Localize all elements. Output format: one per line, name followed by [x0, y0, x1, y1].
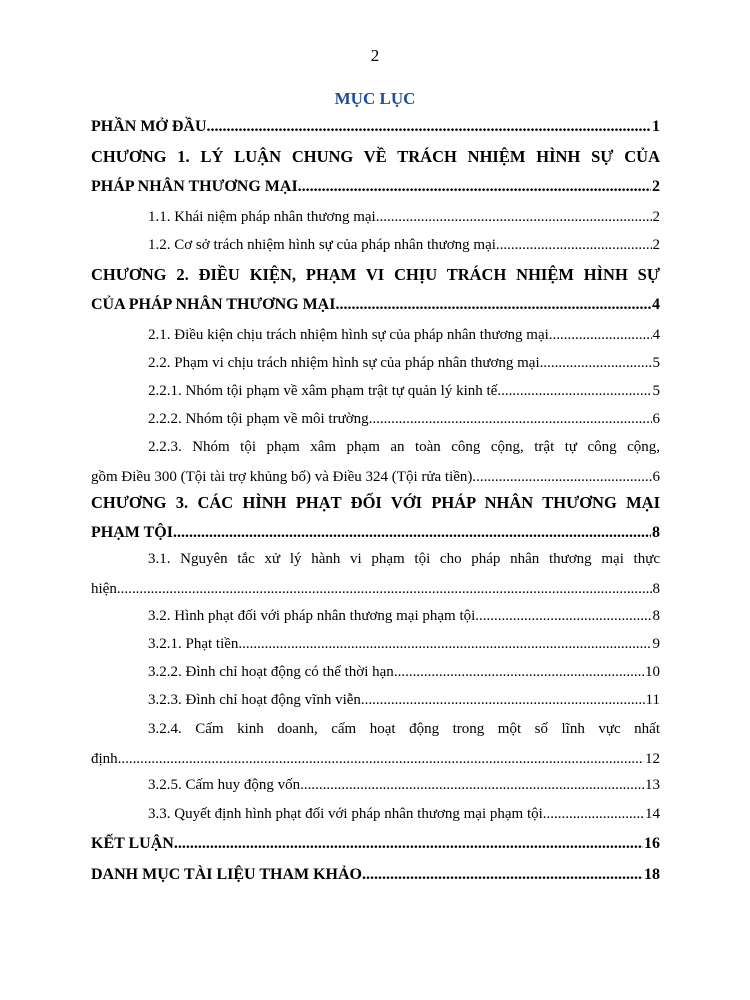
entry-page: 11: [645, 692, 660, 708]
toc-entry-chapter-1[interactable]: [91, 142, 660, 202]
entry-page: 13: [645, 777, 660, 793]
entry-title-line1: CHƯƠNG 2. ĐIỀU KIỆN, PHẠM VI CHỊU TRÁCH NHIỆM HÌNH SỰ: [91, 265, 660, 284]
entry-title: gồm Điều 300 (Tội tài trợ khủng bố) và Điều 324 (Tội rửa tiền): [91, 469, 473, 485]
toc-entry-3-2-1[interactable]: [91, 629, 660, 659]
toc-entry-2-1[interactable]: [91, 320, 660, 350]
entry-title: 3.2.5. Cấm huy động vốn: [148, 777, 301, 793]
entry-page: 6: [652, 469, 660, 485]
page-number: 2: [370, 46, 380, 65]
entry-page: 5: [652, 383, 660, 399]
entry-title: hiện: [91, 581, 117, 597]
entry-title: 2.2. Phạm vi chịu trách nhiệm hình sự của pháp nhân thương mại: [148, 355, 540, 371]
entry-title: 3.2.2. Đình chỉ hoạt động có thể thời hạn: [148, 664, 394, 680]
toc-entry-3-3[interactable]: [91, 799, 660, 829]
toc-entry-2-2-2[interactable]: [91, 404, 660, 434]
entry-page: 6: [652, 411, 660, 427]
toc-entry-1-2[interactable]: [91, 230, 660, 260]
toc-entry-2-2-3[interactable]: [91, 432, 660, 490]
entry-page: 4: [652, 327, 660, 343]
entry-title: 2.2.2. Nhóm tội phạm về môi trường: [148, 411, 369, 427]
toc-title: MỤC LỤC: [334, 89, 416, 108]
entry-title: 3.2. Hình phạt đối với pháp nhân thương mại phạm tội: [148, 608, 476, 624]
entry-title: định: [91, 751, 118, 767]
entry-title: PHÁP NHÂN THƯƠNG MẠI: [91, 178, 298, 195]
toc-entry-chapter-3[interactable]: [91, 488, 660, 548]
toc-entry-references[interactable]: [91, 860, 660, 890]
entry-title-line1: 2.2.3. Nhóm tội phạm xâm phạm an toàn công cộng, trật tự công cộng,: [148, 439, 660, 455]
entry-page: 2: [652, 178, 660, 195]
entry-page: 2: [652, 209, 660, 225]
entry-page: 2: [652, 237, 660, 253]
entry-title: PHẦN MỞ ĐẦU: [91, 118, 207, 135]
toc-entry-chapter-2[interactable]: [91, 260, 660, 320]
toc-entry-3-2-4[interactable]: [91, 714, 660, 772]
entry-title-line1: CHƯƠNG 3. CÁC HÌNH PHẠT ĐỐI VỚI PHÁP NHÂN THƯƠNG MẠI: [91, 493, 660, 512]
entry-title: PHẠM TỘI: [91, 524, 173, 541]
entry-title-line1: 3.2.4. Cấm kinh doanh, cấm hoạt động trong một số lĩnh vực nhất: [148, 721, 660, 737]
toc-entry-2-2-1[interactable]: [91, 376, 660, 406]
entry-title: DANH MỤC TÀI LIỆU THAM KHẢO: [91, 866, 362, 883]
toc-entry-3-2[interactable]: [91, 601, 660, 631]
entry-title: 3.2.3. Đình chỉ hoạt động vĩnh viễn: [148, 692, 361, 708]
toc-entry-conclusion[interactable]: [91, 829, 660, 859]
toc-entry-3-1[interactable]: [91, 544, 660, 602]
entry-page: 8: [652, 581, 660, 597]
entry-page: 4: [652, 296, 660, 313]
entry-title: 2.1. Điều kiện chịu trách nhiệm hình sự của pháp nhân thương mại: [148, 327, 549, 343]
entry-title: 2.2.1. Nhóm tội phạm về xâm phạm trật tự quản lý kinh tế: [148, 383, 498, 399]
entry-page: 10: [645, 664, 660, 680]
entry-title: KẾT LUẬN: [91, 835, 174, 852]
entry-page: 14: [645, 806, 660, 822]
entry-title: 3.3. Quyết định hình phạt đối với pháp nhân thương mại phạm tội: [148, 806, 543, 822]
entry-title: 1.2. Cơ sở trách nhiệm hình sự của pháp nhân thương mại: [148, 237, 496, 253]
entry-title-line1: CHƯƠNG 1. LÝ LUẬN CHUNG VỀ TRÁCH NHIỆM HÌNH SỰ CỦA: [91, 147, 660, 166]
entry-page: 5: [652, 355, 660, 371]
entry-page: 18: [644, 866, 660, 883]
entry-page: 8: [652, 524, 660, 541]
entry-page: 1: [652, 118, 660, 135]
toc-entry-introduction[interactable]: [91, 112, 660, 142]
entry-title: 1.1. Khái niệm pháp nhân thương mại: [148, 209, 376, 225]
toc-entry-3-2-2[interactable]: [91, 657, 660, 687]
toc-entry-3-2-3[interactable]: [91, 685, 660, 715]
entry-page: 8: [652, 608, 660, 624]
entry-page: 16: [644, 835, 660, 852]
entry-title: CỦA PHÁP NHÂN THƯƠNG MẠI: [91, 296, 336, 313]
entry-title-line1: 3.1. Nguyên tắc xử lý hành vi phạm tội cho pháp nhân thương mại thực: [148, 551, 660, 567]
entry-page: 12: [645, 751, 660, 767]
entry-page: 9: [652, 636, 660, 652]
entry-title: 3.2.1. Phạt tiền: [148, 636, 239, 652]
toc-entry-1-1[interactable]: [91, 202, 660, 232]
toc-entry-3-2-5[interactable]: [91, 770, 660, 800]
toc-entry-2-2[interactable]: [91, 348, 660, 378]
